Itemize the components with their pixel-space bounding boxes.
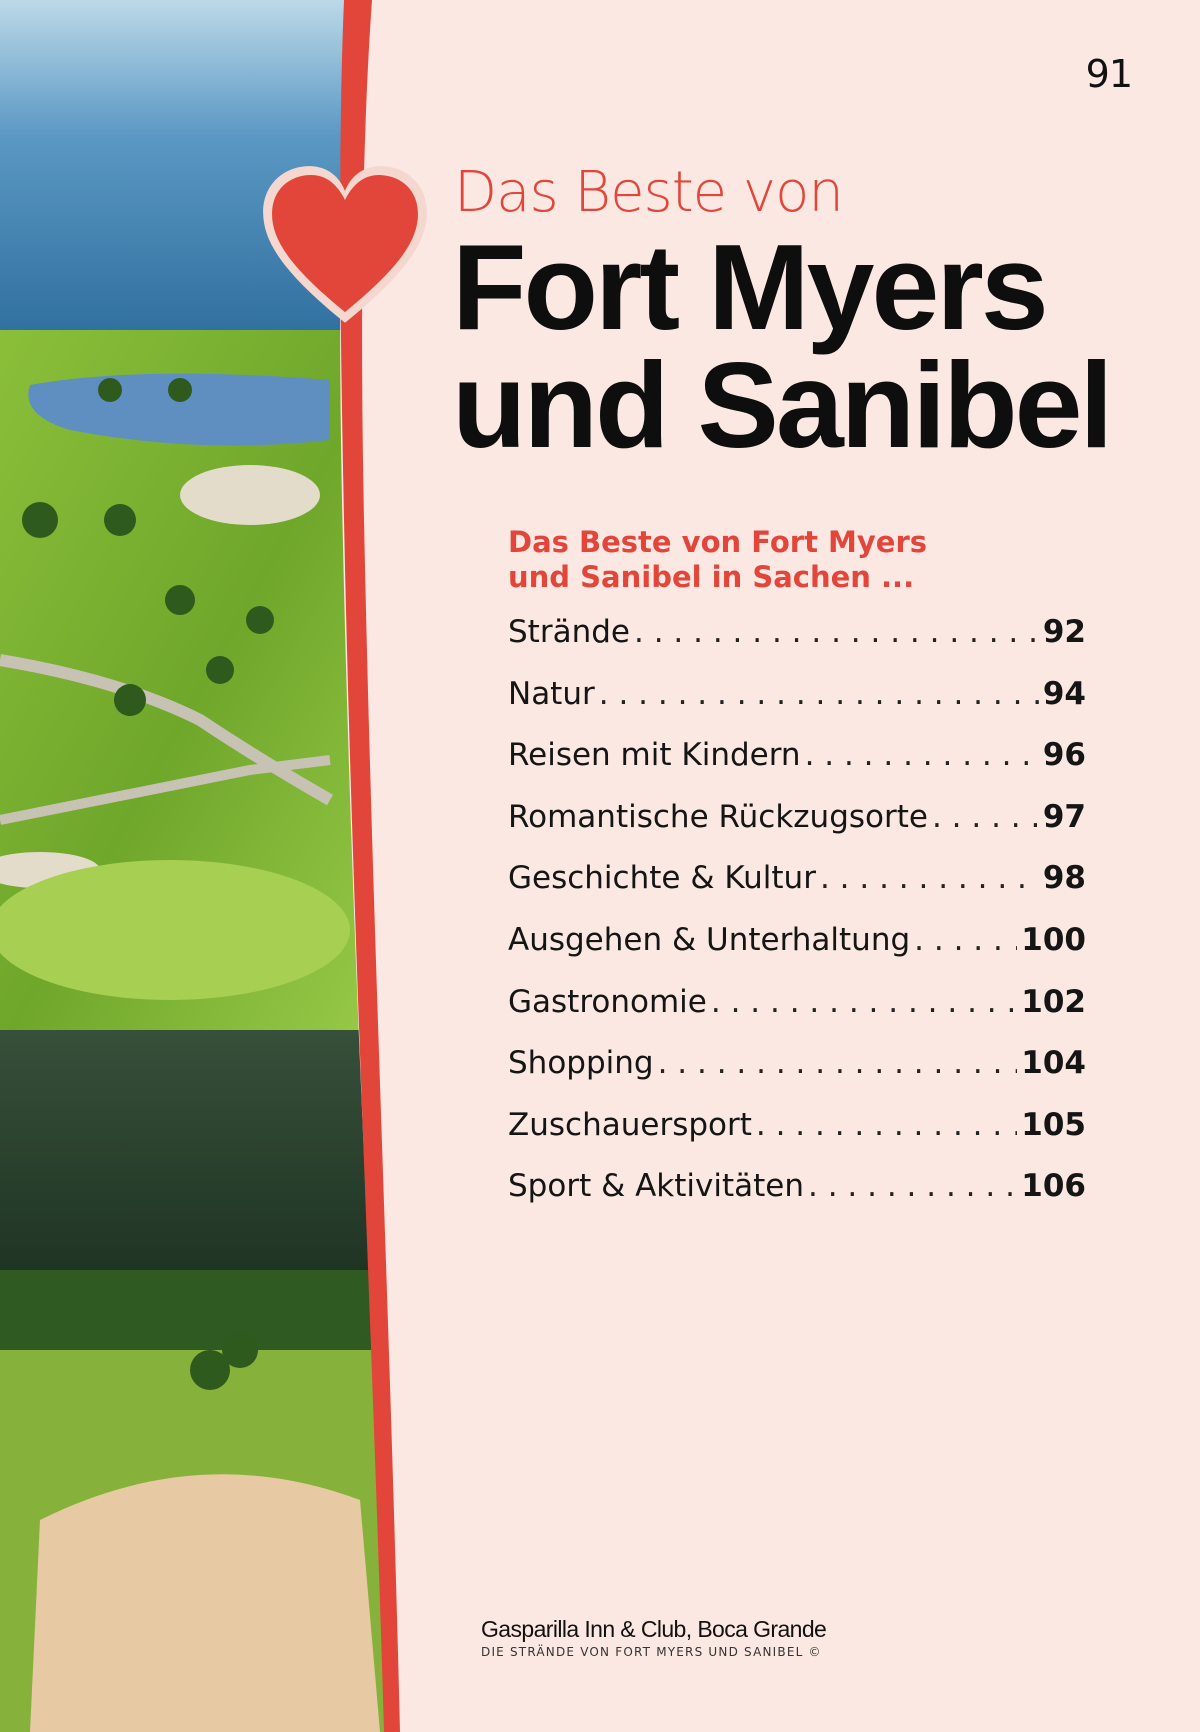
toc-heading-line: und Sanibel in Sachen ... xyxy=(508,560,915,594)
dot-leader xyxy=(711,984,1017,1020)
table-of-contents xyxy=(508,614,1086,1230)
page-title-line: und Sanibel xyxy=(452,337,1111,473)
toc-entry-page: 94 xyxy=(1042,675,1086,712)
page-title-line: Fort Myers xyxy=(452,219,1046,355)
toc-heading-line: Das Beste von Fort Myers xyxy=(508,525,928,559)
toc-entry-page: 100 xyxy=(1021,921,1086,958)
dot-leader xyxy=(805,737,1039,773)
dot-leader xyxy=(932,799,1039,835)
toc-entry-straende[interactable] xyxy=(508,614,1086,676)
page-kicker: Das Beste von xyxy=(454,160,843,225)
photo-credit: DIE STRÄNDE VON FORT MYERS UND SANIBEL © xyxy=(481,1645,822,1659)
dot-leader xyxy=(914,922,1017,958)
photo-caption-title: Gasparilla Inn & Club, Boca Grande xyxy=(481,1616,827,1642)
toc-entry-gastronomie[interactable] xyxy=(508,984,1086,1046)
toc-entry-page: 98 xyxy=(1042,860,1086,897)
toc-entry-page: 92 xyxy=(1042,614,1086,650)
toc-entry-zuschauersport[interactable] xyxy=(508,1107,1086,1169)
toc-entry-label: Natur xyxy=(508,675,595,712)
dot-leader xyxy=(808,1168,1017,1204)
dot-leader xyxy=(756,1107,1017,1143)
toc-entry-label: Sport & Aktivitäten xyxy=(508,1168,805,1205)
toc-entry-label: Gastronomie xyxy=(508,983,707,1020)
page-title xyxy=(452,219,1152,473)
toc-entry-label: Strände xyxy=(508,614,630,650)
toc-entry-shopping[interactable] xyxy=(508,1045,1086,1107)
toc-entry-label: Romantische Rückzugsorte xyxy=(508,798,928,835)
toc-entry-page: 96 xyxy=(1042,737,1086,774)
toc-entry-ausgehen-unterhaltung[interactable] xyxy=(508,922,1086,984)
toc-entry-page: 106 xyxy=(1021,1168,1086,1205)
toc-heading xyxy=(508,525,1068,595)
toc-entry-page: 105 xyxy=(1021,1106,1086,1143)
dot-leader xyxy=(599,676,1039,712)
toc-entry-geschichte-kultur[interactable] xyxy=(508,860,1086,922)
toc-entry-label: Shopping xyxy=(508,1045,654,1082)
toc-entry-romantische-rueckzugsorte[interactable] xyxy=(508,799,1086,861)
toc-entry-label: Zuschauersport xyxy=(508,1106,752,1143)
toc-entry-label: Reisen mit Kindern xyxy=(508,737,801,774)
dot-leader xyxy=(658,1045,1018,1081)
toc-entry-natur[interactable] xyxy=(508,676,1086,738)
toc-entry-label: Ausgehen & Unterhaltung xyxy=(508,921,911,958)
dot-leader xyxy=(820,860,1039,896)
toc-entry-page: 102 xyxy=(1021,983,1086,1020)
photo-caption xyxy=(481,1616,1081,1659)
toc-entry-page: 104 xyxy=(1021,1045,1086,1082)
dot-leader xyxy=(634,614,1039,650)
page-number: 91 xyxy=(1085,52,1132,96)
toc-entry-sport-aktivitaeten[interactable] xyxy=(508,1168,1086,1230)
heart-icon xyxy=(256,158,434,338)
toc-entry-page: 97 xyxy=(1042,798,1086,835)
toc-entry-label: Geschichte & Kultur xyxy=(508,860,816,897)
toc-entry-reisen-mit-kindern[interactable] xyxy=(508,737,1086,799)
